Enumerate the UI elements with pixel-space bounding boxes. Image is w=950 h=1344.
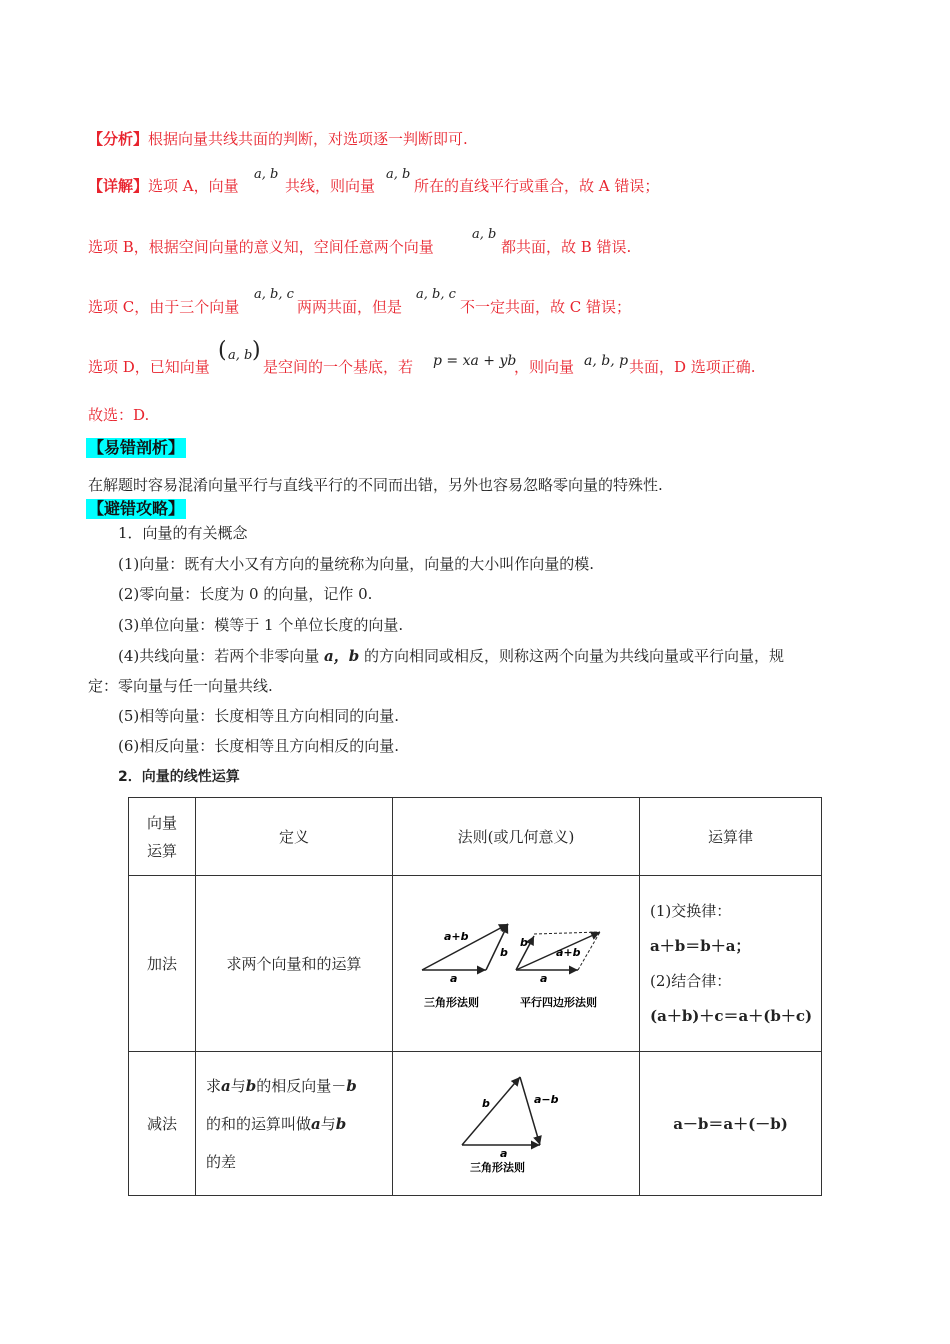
sub-label-b: b xyxy=(482,1096,490,1110)
tri-label-a: a xyxy=(450,971,458,985)
header-law: 运算律 xyxy=(640,798,822,876)
table-row-subtraction xyxy=(129,1052,822,1196)
detail-a-2: 共线，则向量 xyxy=(285,177,376,195)
strategy-p4-cont: 定：零向量与任一向量共线. xyxy=(88,677,273,695)
detail-line-a xyxy=(88,175,239,196)
sub-definition xyxy=(196,1052,393,1196)
strategy-p6: (6)相反向量：长度相等且方向相反的向量. xyxy=(118,737,400,755)
subtraction-figure xyxy=(456,1067,576,1177)
par-label-sum: a+b xyxy=(556,945,581,959)
sub-def-line1 xyxy=(206,1067,386,1105)
tri-caption: 三角形法则 xyxy=(424,995,479,1009)
add-name: 加法 xyxy=(129,876,196,1052)
math-ab-basis: a, b xyxy=(228,348,253,363)
sub-def1-with: 与 xyxy=(230,1076,246,1095)
par-caption: 平行四边形法则 xyxy=(520,995,597,1009)
sub-def1: 求 xyxy=(206,1076,222,1095)
sub-caption: 三角形法则 xyxy=(470,1160,525,1174)
detail-c-1: 选项 C，由于三个向量 xyxy=(88,298,240,316)
analysis-text: 根据向量共线共面的判断，对选项逐一判断即可. xyxy=(148,130,468,148)
math-ab-1: a, b xyxy=(254,167,279,182)
add-law-cell xyxy=(640,876,822,1052)
strategy-p1: (1)向量：既有大小又有方向的量统称为向量，向量的大小叫作向量的模. xyxy=(118,555,595,573)
sub-label-a: a xyxy=(500,1146,508,1160)
strategy-p3: (3)单位向量：模等于 1 个单位长度的向量. xyxy=(118,616,404,634)
strategy-item-1: 1．向量的有关概念 xyxy=(118,524,248,542)
mistake-heading: 【易错剖析】 xyxy=(88,438,185,457)
sub-def2-a: a xyxy=(311,1114,321,1133)
tri-label-b: b xyxy=(500,945,508,959)
add-definition: 求两个向量和的运算 xyxy=(196,876,393,1052)
par-label-a: a xyxy=(540,971,548,985)
header-operation xyxy=(129,798,196,876)
strategy-p4-a: (4)共线向量：若两个非零向量 xyxy=(118,647,320,665)
header-definition: 定义 xyxy=(196,798,393,876)
sub-figure-cell xyxy=(393,1052,640,1196)
sub-vector-diff xyxy=(520,1077,540,1145)
add-law1-formula: a＋b＝b＋a； xyxy=(650,936,751,955)
analysis-line xyxy=(88,128,468,149)
strategy-item-2: 2．向量的线性运算 xyxy=(118,769,240,785)
basis-paren-left: ( xyxy=(218,338,227,363)
sub-def-line2 xyxy=(206,1105,386,1143)
detail-a-3: 所在的直线平行或重合，故 A 错误； xyxy=(414,177,660,195)
formula-p: p = xa + yb xyxy=(433,353,517,369)
sub-law: a－b＝a＋(－b) xyxy=(640,1052,822,1196)
sub-def1-rest: 的相反向量－ xyxy=(256,1076,347,1095)
par-dash-top xyxy=(534,932,600,934)
sub-def1-a: a xyxy=(221,1076,231,1095)
table-header-row xyxy=(129,798,822,876)
detail-tag: 【详解】 xyxy=(88,177,149,195)
detail-c-2: 两两共面，但是 xyxy=(297,298,403,316)
add-law2: (2)结合律： xyxy=(650,971,732,990)
math-abc-2: a, b, c xyxy=(416,287,456,302)
detail-d-4: 共面，D 选项正确. xyxy=(629,358,756,376)
addition-figure xyxy=(416,912,616,1012)
strategy-p4-b: 的方向相同或相反，则称这两个向量为共线向量或平行向量，规 xyxy=(364,647,785,665)
strategy-p5: (5)相等向量：长度相等且方向相同的向量. xyxy=(118,707,400,725)
sub-def1-b: b xyxy=(245,1076,257,1095)
add-law2-formula: (a＋b)＋c＝a＋(b＋c) xyxy=(650,1006,813,1025)
detail-b-2: 都共面，故 B 错误. xyxy=(501,238,632,256)
strategy-p4-ab: a，b xyxy=(324,647,360,665)
add-law1: (1)交换律： xyxy=(650,901,732,920)
tri-label-sum: a+b xyxy=(444,929,469,943)
strategy-p2: (2)零向量：长度为 0 的向量，记作 0. xyxy=(118,585,373,603)
detail-c-3: 不一定共面，故 C 错误； xyxy=(460,298,632,316)
conclusion: 故选：D. xyxy=(88,406,150,424)
add-figure-cell xyxy=(393,876,640,1052)
mistake-text: 在解题时容易混淆向量平行与直线平行的不同而出错，另外也容易忽略零向量的特殊性. xyxy=(88,476,663,494)
detail-b-1: 选项 B，根据空间向量的意义知，空间任意两个向量 xyxy=(88,238,434,256)
detail-a-1: 选项 A，向量 xyxy=(148,177,239,195)
math-abp: a, b, p xyxy=(584,353,629,369)
analysis-tag: 【分析】 xyxy=(88,130,149,148)
sub-def2: 的和的运算叫做 xyxy=(206,1114,312,1133)
header-operation-line2: 运算 xyxy=(146,841,177,860)
strategy-p4 xyxy=(118,645,784,666)
sub-def2-b: b xyxy=(335,1114,347,1133)
sub-def2-with: 与 xyxy=(320,1114,336,1133)
sub-name: 减法 xyxy=(129,1052,196,1196)
sub-def1-neg-b: b xyxy=(346,1076,357,1095)
math-ab-3: a, b xyxy=(472,227,497,242)
math-ab-2: a, b xyxy=(386,167,411,182)
detail-d-3: ，则向量 xyxy=(514,358,575,376)
header-rule: 法则(或几何意义) xyxy=(393,798,640,876)
table-row-addition xyxy=(129,876,822,1052)
basis-paren-right: ) xyxy=(252,338,261,363)
vector-operations-table xyxy=(128,797,822,1196)
sub-label-diff: a−b xyxy=(534,1092,559,1106)
par-label-b: b xyxy=(520,935,528,949)
detail-d-1: 选项 D，已知向量 xyxy=(88,358,210,376)
strategy-heading: 【避错攻略】 xyxy=(88,499,185,518)
math-abc-1: a, b, c xyxy=(254,287,294,302)
detail-d-2: 是空间的一个基底，若 xyxy=(263,358,414,376)
header-operation-line1: 向量 xyxy=(146,813,177,832)
sub-def-line3: 的差 xyxy=(206,1152,237,1171)
sub-vector-b xyxy=(462,1077,520,1145)
